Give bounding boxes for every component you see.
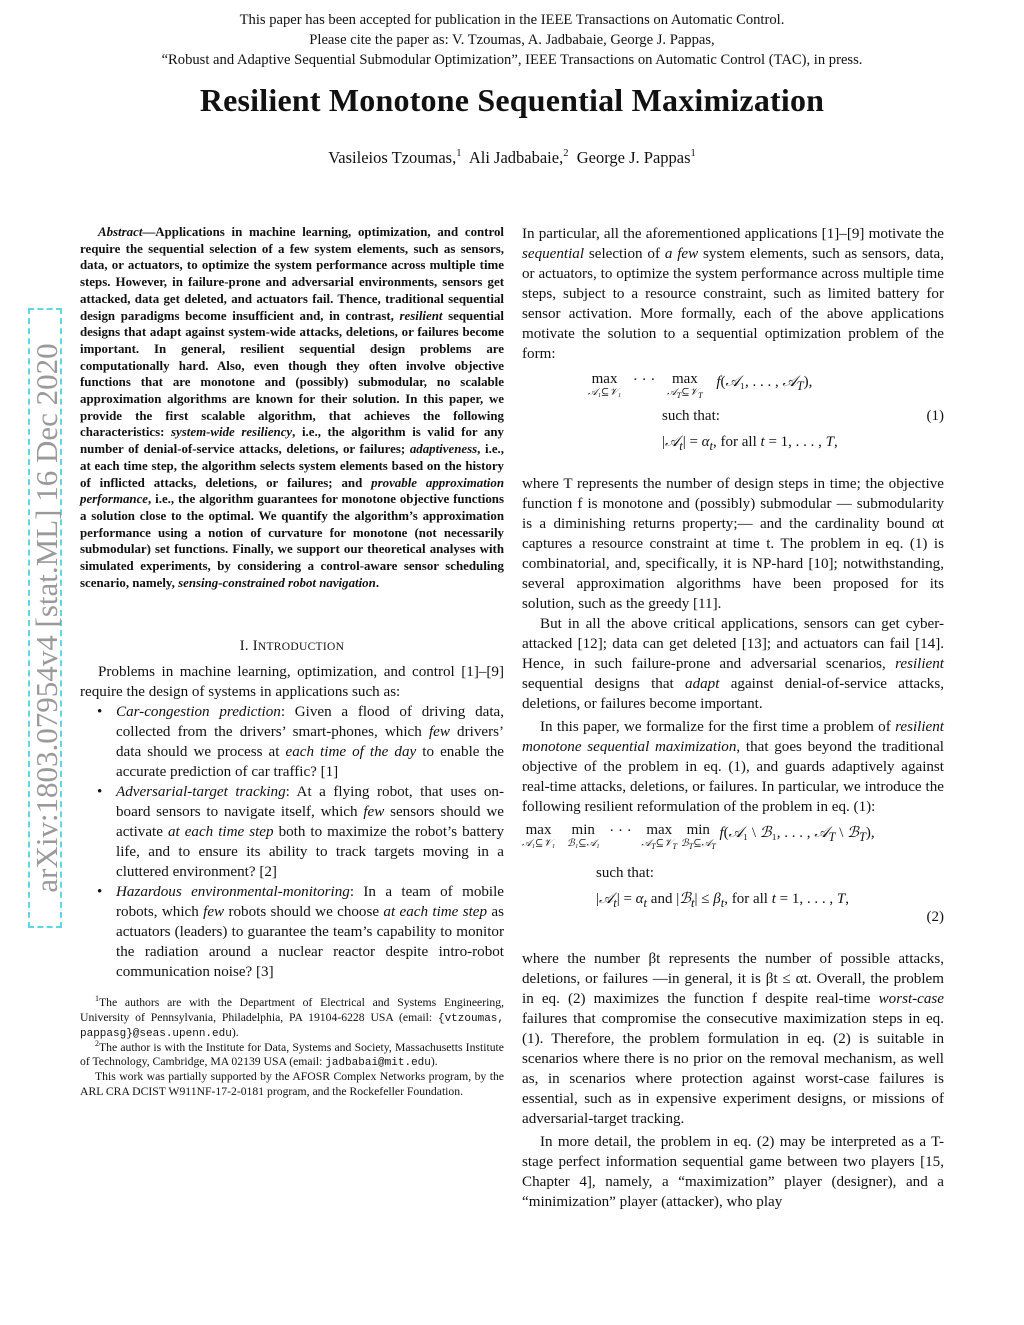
right-paragraph-4 xyxy=(522,717,944,817)
right-paragraph-6: In more detail, the problem in eq. (2) may be interpreted as a T-stage perfect information sequential game between two players [15, Chapter 4], namely, a “maximization” player (designer), and a “minimization” player (attacker), who play xyxy=(522,1134,944,1210)
list-item-emph: each time of the day xyxy=(285,744,417,761)
eq2-and: and xyxy=(650,891,673,907)
notice-line-1: This paper has been accepted for publication in the IEEE Transactions on Automatic Control. xyxy=(239,12,785,28)
right-paragraph-5 xyxy=(522,949,944,1129)
section-heading-introduction xyxy=(80,638,504,655)
right-column xyxy=(522,224,944,1212)
list-item xyxy=(116,702,504,782)
list-item-emph: few xyxy=(203,904,225,921)
eq2-objective: max 𝒜₁⊆𝒱₁ min ℬ₁⊆𝒜₁ · · · max 𝒜$_T$⊆𝒱$_T$ min ℬ$_T$⊆𝒜$_T$ f(𝒜₁ \ ℬ₁, . . . , 𝒜$_T$ \ ℬ$_T$), xyxy=(522,822,875,851)
intro-paragraph: Problems in machine learning, optimization, and control [1]–[9] require the design of systems in applications such as: xyxy=(80,664,504,701)
abstract-keyword-4: provable approximation performance xyxy=(80,475,504,507)
p3-emph-2: adapt xyxy=(685,676,720,692)
eq1-such-that: such that: xyxy=(662,408,720,424)
p3-text-c: against denial-of-service attacks, deletions, or failures become important. xyxy=(522,676,944,712)
p5-emph-1: worst-case xyxy=(878,991,944,1007)
eq2-forall-text: , for all xyxy=(724,891,768,907)
eq1-forall-text: , for all xyxy=(713,434,757,450)
eq1-objective: max 𝒜₁⊆𝒱₁ · · · max 𝒜$_T$⊆𝒱$_T$ f(𝒜₁, . . . , 𝒜$_T$), xyxy=(588,371,813,400)
p3-emph-1: resilient xyxy=(895,656,944,672)
list-item-text: as actuators (leaders) to guarantee the team’s capability to monitor the radiation around a nuclear reactor despite intro-robot communication noise? [3] xyxy=(116,904,504,981)
abstract-keyword-5: sensing-constrained robot navigation xyxy=(178,575,376,590)
footnote-3: This work was partially supported by the AFOSR Complex Networks program, by the ARL CRA DCIST W911NF-17-2-0181 program, and the Rockefeller Foundation. xyxy=(80,1070,504,1098)
eq1-constraint: |𝒜$_t$| = $\alpha_t$, for all t = 1, . . . , T, xyxy=(662,432,838,453)
right-paragraph-3 xyxy=(522,614,944,714)
abstract-keyword-2: system-wide resiliency xyxy=(171,425,293,440)
p1-text-a: In particular, all the aforementioned applications [1]–[9] motivate the xyxy=(522,226,944,242)
author-2: Ali Jadbabaie, xyxy=(468,148,564,167)
p1-text-c: system elements, such as sensors, data, or actuators, to optimize the system performance across multiple time steps, subject to a resource constraint, such as limited battery for sensor activation. More formally, each of the above applications motivate the solution to a sequential optimization problem of the form: xyxy=(522,246,945,362)
left-column xyxy=(80,224,504,1099)
arxiv-identifier-stamp: arXiv:1803.07954v4 [stat.ML] 16 Dec 2020 xyxy=(28,308,62,928)
eq2-such-that: such that: xyxy=(596,865,654,881)
list-item xyxy=(116,882,504,982)
author-2-affil: 2 xyxy=(563,148,569,159)
p4-emph-1: resilient monotone sequential maximization xyxy=(522,719,944,755)
eq2-min-1: min ℬ₁⊆𝒜₁ xyxy=(566,822,600,849)
paper-title: Resilient Monotone Sequential Maximization xyxy=(199,82,825,118)
footnote-1-mark: 1 xyxy=(95,994,99,1004)
author-1: Vasileios Tzoumas, xyxy=(328,148,457,167)
list-item-emph: at each time step xyxy=(167,824,274,841)
author-3: George J. Pappas xyxy=(576,148,691,167)
eq1-max-T: max 𝒜$_T$⊆𝒱$_T$ xyxy=(667,371,703,400)
footnote-2-mark: 2 xyxy=(95,1039,99,1049)
abstract-text-6: . xyxy=(375,575,380,590)
eq2-max-T: max 𝒜$_T$⊆𝒱$_T$ xyxy=(641,822,677,851)
equation-1 xyxy=(522,370,944,474)
footnote-1-end: ). xyxy=(231,1025,239,1039)
footnote-2-email: jadbabai@mit.edu xyxy=(325,1057,431,1070)
author-3-affil: 1 xyxy=(690,148,696,159)
right-paragraph-2: where T represents the number of design steps in time; the objective function f is monotone and (possibly) submodular — submodularity is a diminishing returns property;— and the cardinality bound αt captures a resource constraint at time t. The problem in eq. (1) is combinatorial, and, specifically, it is NP-hard [10]; notwithstanding, several approximation algorithms have been proposed for its solution, such as the greedy [11]. xyxy=(522,476,944,612)
list-item-head: Adversarial-target tracking xyxy=(116,784,286,801)
eq2-max-1: max 𝒜₁⊆𝒱₁ xyxy=(522,822,556,849)
p5-text-b: failures that compromise the consecutive maximization steps in eq. (1). Therefore, the problem formulation in eq. (2) is suitable in scenarios where there is no prior on the removal mechanism, as well as, in scenarios where protection against worst-case failures is essential, such as in expensive experiment designs, or missions of adversarial-target tracking. xyxy=(522,1011,944,1127)
list-item-text: : Given a flood of driving data, collected from the drivers’ smart-phones, which xyxy=(116,704,504,741)
p4-text-b: , that goes beyond the traditional objective of the problem in eq. (1), and guards adaptively against real-time attacks, deletions, or failures. In particular, we introduce the following resilient reformulation of the problem in eq. (1): xyxy=(522,739,944,815)
p3-text-b: sequential designs that xyxy=(522,676,686,692)
p5-text-a: where the number βt represents the number of possible attacks, deletions, or failures —in general, it is βt ≤ αt. Overall, the problem in eq. (2) maximizes the function f despite real-time xyxy=(522,951,944,1007)
list-item-emph: few xyxy=(428,724,450,741)
list-item-head: Hazardous environmental-monitoring xyxy=(116,884,350,901)
abstract-text-2: sequential designs that adapt against system-wide attacks, deletions, or failures become important. In general, resilient sequential design problems are computationally hard. Also, even though they often involve objective functions that are monotone and (possibly) submodular, no scalable approximation algorithms are known for their solution. In this paper, we provide the first scalable algorithm, that achieves the following characteristics: xyxy=(80,308,504,440)
list-item-text: drivers’ data should we process at xyxy=(116,724,504,761)
list-item-text: to enable the accurate prediction of car traffic? [1] xyxy=(116,744,505,781)
section-title: NTRODUCTION xyxy=(257,641,345,654)
notice-line-3: “Robust and Adaptive Sequential Submodular Optimization”, IEEE Transactions on Automatic Control (TAC), in press. xyxy=(161,52,863,68)
p3-text-a: But in all the above critical applications, sensors can get cyber-attacked [12]; data can get deleted [13]; and actuators can fail [14]. Hence, in such failure-prone and adversarial scenarios, xyxy=(522,616,944,672)
list-item-emph: few xyxy=(363,804,385,821)
list-item xyxy=(116,782,504,882)
abstract-text-1: —Applications in machine learning, optimization, and control require the sequential selection of a few system elements, such as sensors, data, or actuators, to optimize the system performance across multiple time steps. However, in failure-prone and adversarial environments, sensors get attacked, data get deleted, and actuators fail. Thence, traditional sequential design paradigms become insufficient and, in contrast, xyxy=(80,225,504,323)
eq2-constraint: |𝒜$_t$| = $\alpha_t$ and |ℬ$_t$| ≤ $\beta_t$, for all t = 1, . . . , T, xyxy=(596,889,849,910)
abstract-keyword-3: adaptiveness xyxy=(409,442,478,457)
eq1-max-1: max 𝒜₁⊆𝒱₁ xyxy=(588,371,622,398)
list-item-head: Car-congestion prediction xyxy=(116,704,281,721)
author-list xyxy=(0,148,1024,168)
eq1-number: (1) xyxy=(926,408,944,424)
author-1-affil: 1 xyxy=(456,148,462,159)
p1-text-b: selection of xyxy=(584,246,665,262)
p1-emph-1: sequential xyxy=(522,246,585,262)
eq2-number: (2) xyxy=(926,909,944,925)
equation-2 xyxy=(522,821,944,949)
footnote-2-end: ). xyxy=(430,1055,438,1069)
list-item-emph: at each time step xyxy=(383,904,488,921)
abstract-keyword-1: resilient xyxy=(399,308,443,323)
footnote-2 xyxy=(80,1041,504,1070)
footnote-2-text: The author is with the Institute for Data, Systems and Society, Massachusetts Institute of Technology, Cambridge, MA 02139 USA (email: xyxy=(80,1041,504,1069)
abstract-text-3: , i.e., the algorithm is valid for any number of denial-of-service attacks, deletions, or failures; xyxy=(80,425,505,457)
abstract xyxy=(80,224,504,591)
eq2-min-T: min ℬ$_T$⊆𝒜$_T$ xyxy=(680,822,716,851)
footnotes xyxy=(80,996,504,1098)
list-item-text: : At a flying robot, that uses on-board sensors to navigate itself, which xyxy=(116,784,504,821)
notice-line-2: Please cite the paper as: V. Tzoumas, A. Jadbabaie, George J. Pappas, xyxy=(309,32,715,48)
list-item-text: : In a team of mobile robots, which xyxy=(116,884,504,921)
footnote-1 xyxy=(80,996,504,1041)
abstract-text-4: , i.e., at each time step, the algorithm selects system elements based on the history of inflicted attacks, deletions, or failures; and xyxy=(80,442,504,490)
list-item-text: sensors should we activate xyxy=(116,804,504,841)
p4-text-a: In this paper, we formalize for the first time a problem of xyxy=(540,719,896,735)
section-number: I. I xyxy=(239,638,258,655)
list-item-text: both to maximize the robot’s battery life, and to ensure its ability to track targets moving in a cluttered environment? [2] xyxy=(116,824,505,881)
right-paragraph-1 xyxy=(522,224,944,364)
application-list xyxy=(80,702,504,982)
list-item-text: robots should we choose xyxy=(224,904,384,921)
abstract-text-5: , i.e., the algorithm guarantees for monotone objective functions a solution close to the optimal. We quantify the algorithm’s approximation performance using a notion of curvature for monotone (not necessarily submodular) set functions. Finally, we support our theoretical analyses with simulated experiments, by considering a control-aware sensor scheduling scenario, namely, xyxy=(80,492,504,590)
footnote-1-email: {vtzoumas, pappasg}@seas.upenn.edu xyxy=(80,1012,504,1040)
publication-notice xyxy=(0,10,1024,70)
footnote-1-text: The authors are with the Department of Electrical and Systems Engineering, University of Pennsylvania, Philadelphia, PA 19104-6228 USA (email: xyxy=(80,996,504,1024)
abstract-label: Abstract xyxy=(98,225,143,239)
p1-emph-2: a few xyxy=(664,246,699,262)
